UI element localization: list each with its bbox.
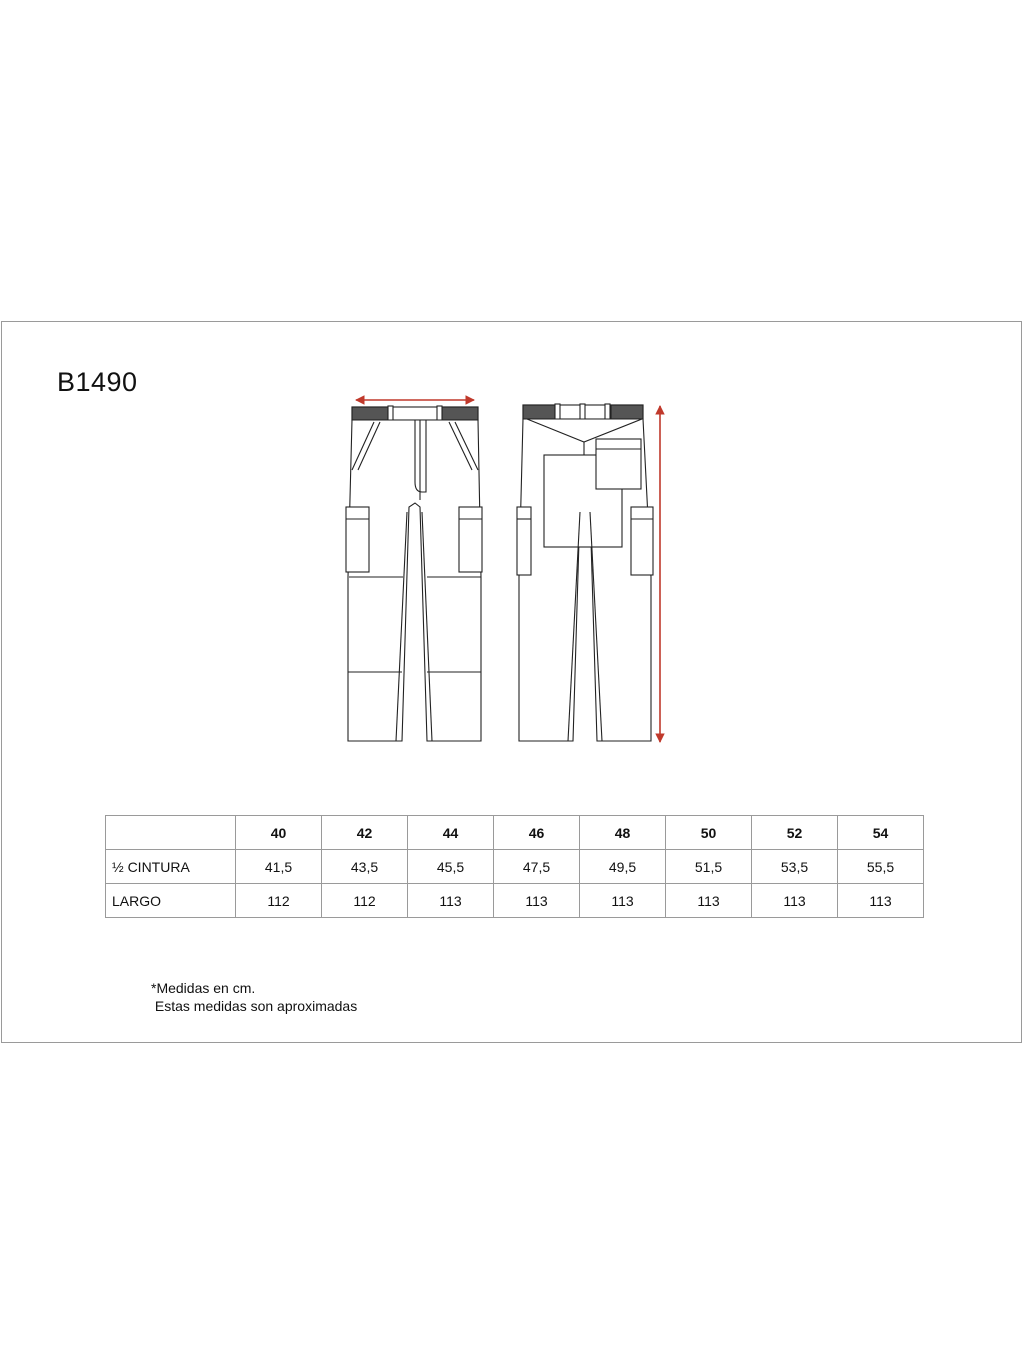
table-cell: 113 <box>666 884 752 918</box>
table-cell: 43,5 <box>322 850 408 884</box>
note-approximate: Estas medidas son aproximadas <box>151 998 358 1014</box>
size-chart-sheet <box>1 321 1022 1043</box>
table-cell: 41,5 <box>236 850 322 884</box>
table-cell: 51,5 <box>666 850 752 884</box>
table-cell: 113 <box>580 884 666 918</box>
front-elastic-left <box>352 407 388 420</box>
size-header-cell: 44 <box>408 816 494 850</box>
table-cell: 112 <box>322 884 408 918</box>
table-row-half-waist <box>106 850 924 884</box>
table-cell: 55,5 <box>838 850 924 884</box>
row-label: ½ CINTURA <box>106 850 236 884</box>
size-table <box>105 815 924 918</box>
size-header-cell: 42 <box>322 816 408 850</box>
size-header-cell: 48 <box>580 816 666 850</box>
back-view-drawing <box>517 404 653 741</box>
size-header-cell: 46 <box>494 816 580 850</box>
measurement-notes <box>151 979 357 1015</box>
table-cell: 53,5 <box>752 850 838 884</box>
trousers-technical-drawing <box>2 322 1022 802</box>
size-header-cell: 54 <box>838 816 924 850</box>
size-header-cell: 40 <box>236 816 322 850</box>
front-view-drawing <box>346 406 482 741</box>
model-code: B1490 <box>57 367 138 397</box>
table-row-length <box>106 884 924 918</box>
table-cell: 45,5 <box>408 850 494 884</box>
table-cell: 113 <box>752 884 838 918</box>
table-cell: 113 <box>494 884 580 918</box>
header-corner-cell <box>106 816 236 850</box>
row-label: LARGO <box>106 884 236 918</box>
note-units: *Medidas en cm. <box>151 980 256 996</box>
front-elastic-right <box>442 407 478 420</box>
size-header-cell: 50 <box>666 816 752 850</box>
size-header-cell: 52 <box>752 816 838 850</box>
table-cell: 113 <box>408 884 494 918</box>
table-cell: 113 <box>838 884 924 918</box>
table-cell: 49,5 <box>580 850 666 884</box>
size-header-row <box>106 816 924 850</box>
table-cell: 47,5 <box>494 850 580 884</box>
table-cell: 112 <box>236 884 322 918</box>
